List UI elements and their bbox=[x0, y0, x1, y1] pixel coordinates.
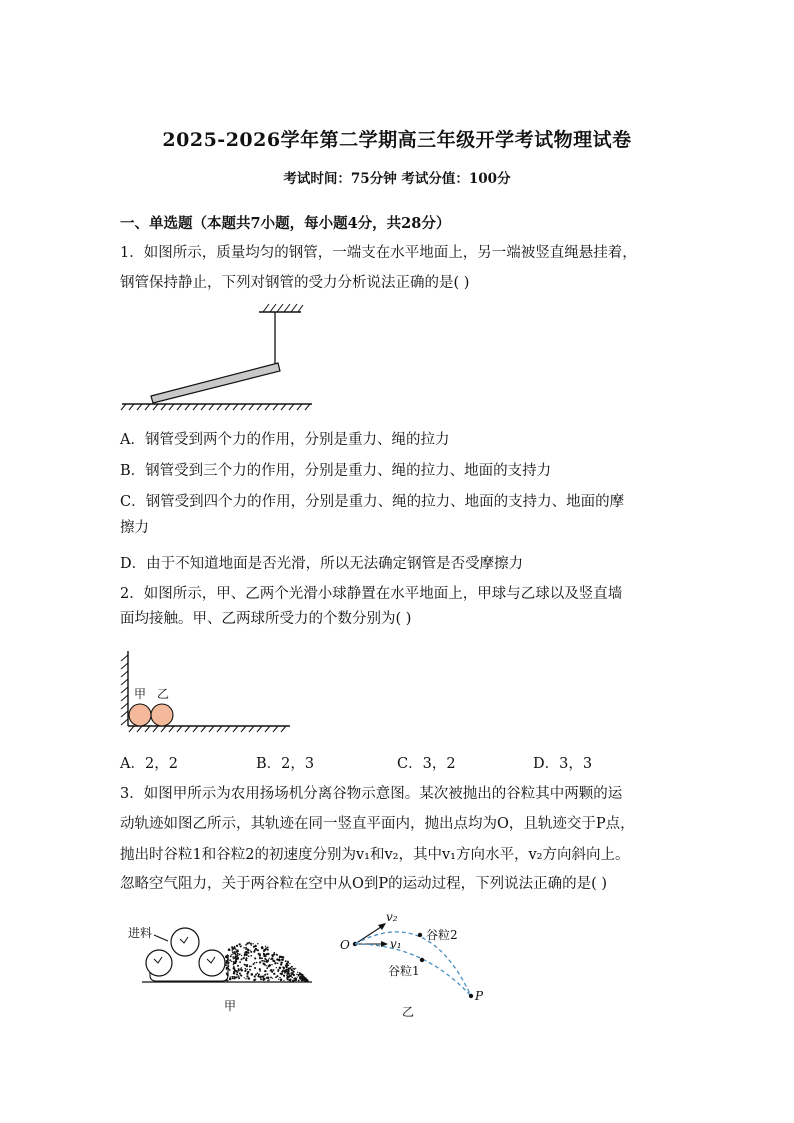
q2-option-c[interactable]: C．3，2 bbox=[397, 756, 456, 772]
exam-title: 2025-2026学年第二学期高三年级开学考试物理试卷 bbox=[162, 129, 632, 151]
section-heading: 一、单选题（本题共7小题，每小题4分，共28分） bbox=[120, 215, 451, 232]
q3-stem-line3: 抛出时谷粒1和谷粒2的初速度分别为v₁和v₂，其中v₁方向水平，v₂方向斜向上。 bbox=[120, 847, 630, 863]
q1-figure-pipe bbox=[118, 300, 318, 410]
q3-stem-line2: 动轨迹如图乙所示，其轨迹在同一竖直平面内，抛出点均为O，且轨迹交于P点， bbox=[120, 816, 635, 832]
ball-label-jia: 甲 bbox=[134, 687, 147, 701]
q2-option-d[interactable]: D．3，3 bbox=[533, 756, 593, 772]
q1-option-c[interactable]: C．钢管受到四个力的作用，分别是重力、绳的拉力、地面的支持力、地面的摩 bbox=[120, 494, 625, 510]
fig-a-caption: 甲 bbox=[224, 999, 237, 1013]
q3-stem-line4: 忽略空气阻力，关于两谷粒在空中从O到P的运动过程，下列说法正确的是( ) bbox=[120, 876, 608, 892]
grain1-label: 谷粒1 bbox=[388, 964, 420, 978]
q2-option-b[interactable]: B．2，3 bbox=[256, 756, 315, 772]
grain2-label: 谷粒2 bbox=[426, 928, 458, 942]
ball-jia bbox=[129, 704, 151, 726]
q2-stem-line1: 2．如图所示，甲、乙两个光滑小球静置在水平地面上，甲球与乙球以及竖直墙 bbox=[120, 586, 623, 602]
q2-figure-balls bbox=[118, 646, 298, 736]
origin-label: O bbox=[340, 938, 350, 952]
q1-stem-line2: 钢管保持静止，下列对钢管的受力分析说法正确的是( ) bbox=[120, 275, 470, 291]
q3-stem-line1: 3．如图甲所示为农用扬场机分离谷物示意图。某次被抛出的谷粒其中两颗的运 bbox=[120, 786, 623, 802]
ball-yi bbox=[151, 704, 173, 726]
q2-stem-line2: 面均接触。甲、乙两球所受力的个数分别为( ) bbox=[120, 611, 412, 627]
q3-figure-b-trajectories bbox=[338, 908, 518, 1018]
ball-label-yi: 乙 bbox=[157, 687, 170, 701]
q3-figure-a-winnower bbox=[124, 915, 324, 1020]
fig-b-caption: 乙 bbox=[402, 1005, 415, 1019]
exam-subtitle: 考试时间：75分钟 考试分值：100分 bbox=[283, 171, 511, 187]
v2-label: v₂ bbox=[386, 910, 398, 924]
end-label: P bbox=[475, 989, 484, 1003]
feed-label: 进料 bbox=[128, 926, 153, 940]
q1-option-a[interactable]: A．钢管受到两个力的作用，分别是重力、绳的拉力 bbox=[120, 432, 450, 448]
q2-option-a[interactable]: A．2，2 bbox=[120, 756, 178, 772]
q1-stem-line1: 1．如图所示，质量均匀的钢管，一端支在水平地面上，另一端被竖直绳悬挂着， bbox=[120, 245, 637, 261]
q1-option-d[interactable]: D．由于不知道地面是否光滑，所以无法确定钢管是否受摩擦力 bbox=[120, 556, 524, 572]
q1-option-b[interactable]: B．钢管受到三个力的作用，分别是重力、绳的拉力、地面的支持力 bbox=[120, 463, 552, 479]
q1-option-c-cont: 擦力 bbox=[120, 520, 149, 536]
v1-label: v₁ bbox=[390, 937, 402, 951]
